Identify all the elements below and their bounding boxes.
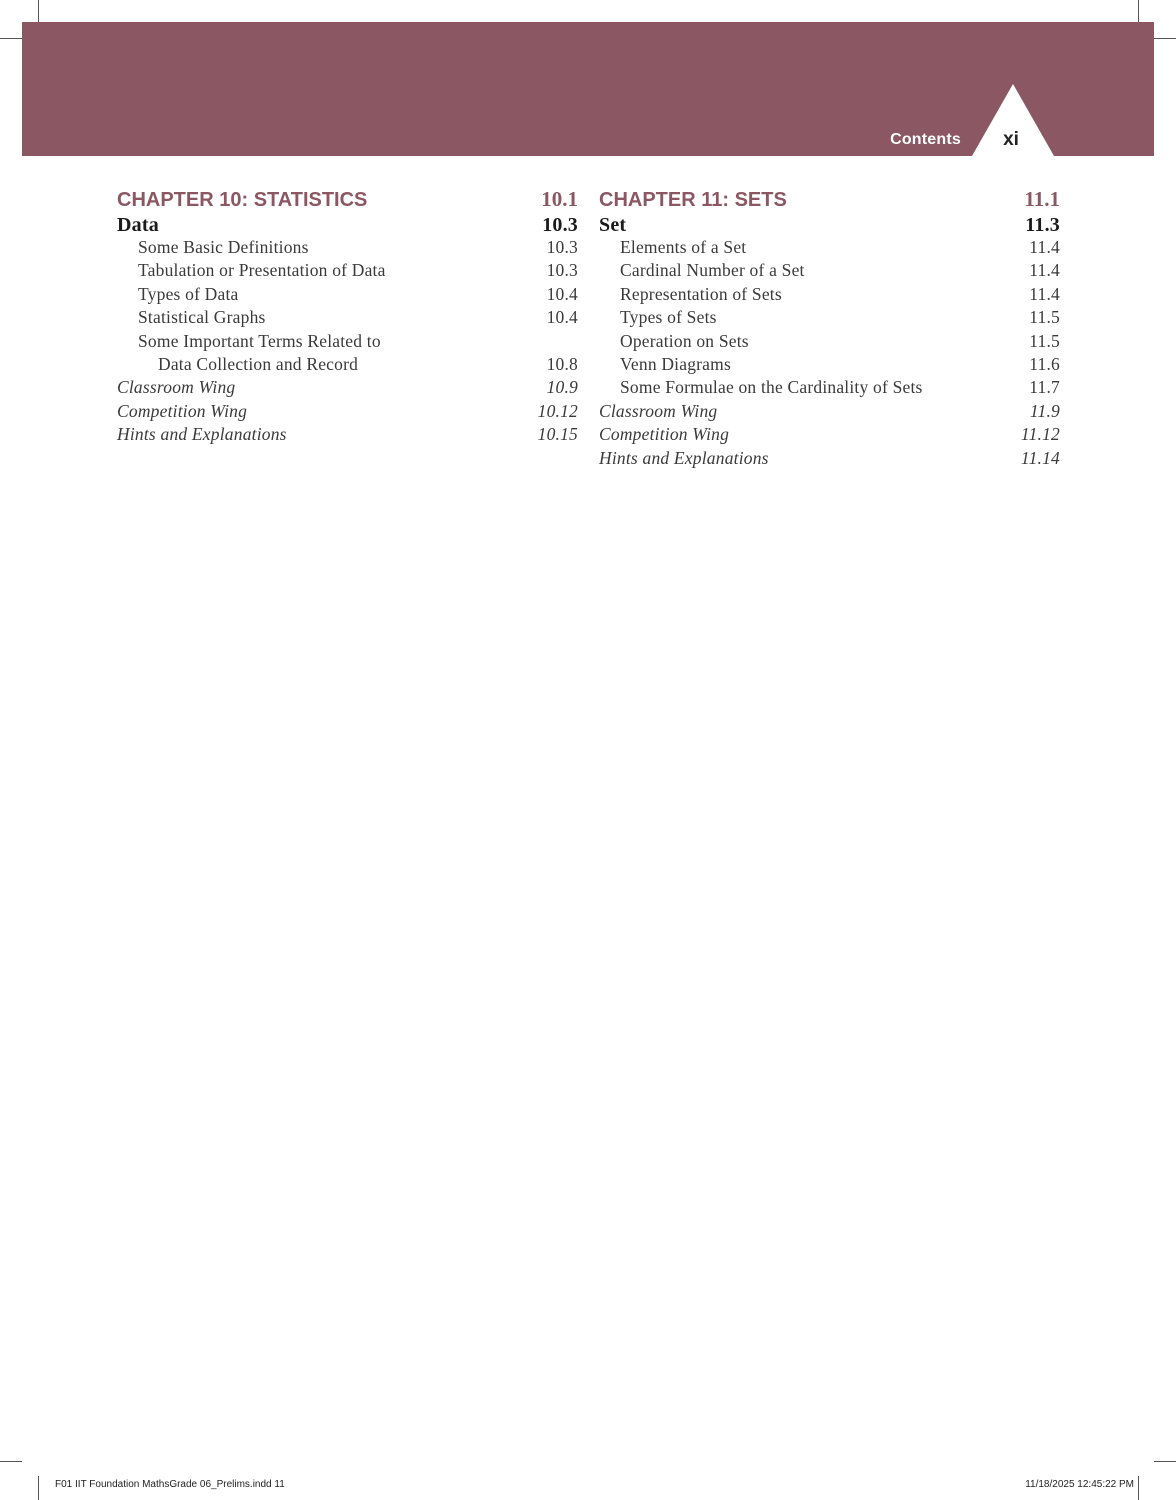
entry-page: 10.8 xyxy=(546,353,578,374)
entry-title: Some Basic Definitions xyxy=(138,237,309,257)
crop-mark xyxy=(38,1476,39,1500)
crop-mark xyxy=(1138,1476,1139,1500)
folio-page-number: xi xyxy=(1003,129,1019,150)
extra-title: Classroom Wing xyxy=(117,377,236,398)
toc-extra[interactable] xyxy=(599,448,1060,471)
toc-entry[interactable] xyxy=(599,377,1060,400)
entry-page: 11.4 xyxy=(1029,260,1060,281)
entry-title: Types of Data xyxy=(138,283,239,304)
toc-extra[interactable] xyxy=(117,424,578,447)
toc-column-right xyxy=(599,187,1060,471)
extra-page: 10.12 xyxy=(537,400,578,421)
section-page: 11.3 xyxy=(1025,214,1060,236)
entry-page: 11.4 xyxy=(1029,283,1060,304)
toc-column-left xyxy=(117,187,578,448)
toc-section[interactable] xyxy=(599,214,1060,237)
toc-extra[interactable] xyxy=(117,377,578,400)
entry-title: Types of Sets xyxy=(620,307,717,328)
toc-extra[interactable] xyxy=(599,424,1060,447)
entry-page: 11.5 xyxy=(1029,307,1060,328)
footer-file-info: F01 IIT Foundation MathsGrade 06_Prelims.indd 11 xyxy=(55,1479,285,1490)
entry-page: 11.5 xyxy=(1029,330,1060,351)
entry-title: Representation of Sets xyxy=(620,283,782,304)
entry-page: 10.4 xyxy=(546,283,578,304)
toc-chapter[interactable] xyxy=(599,187,1060,214)
entry-page: 10.3 xyxy=(546,237,578,257)
extra-title: Hints and Explanations xyxy=(117,424,287,445)
toc-entry[interactable] xyxy=(599,284,1060,307)
section-title: Data xyxy=(117,214,159,236)
entry-page: 11.7 xyxy=(1029,377,1060,398)
toc-section[interactable] xyxy=(117,214,578,237)
entry-title: Cardinal Number of a Set xyxy=(620,260,805,281)
toc-entry[interactable] xyxy=(599,237,1060,260)
running-header-label: Contents xyxy=(890,131,961,148)
toc-chapter[interactable] xyxy=(117,187,578,214)
entry-title: Venn Diagrams xyxy=(620,353,731,374)
toc-entry-continued[interactable] xyxy=(117,354,578,377)
crop-mark xyxy=(1154,38,1176,39)
toc-entry[interactable] xyxy=(117,237,578,260)
chapter-page: 10.1 xyxy=(541,187,578,211)
toc-entry[interactable] xyxy=(599,260,1060,283)
toc-entry[interactable] xyxy=(117,260,578,283)
chapter-page: 11.1 xyxy=(1024,187,1060,211)
section-title: Set xyxy=(599,214,627,236)
entry-page: 10.4 xyxy=(546,307,578,328)
toc-entry[interactable] xyxy=(117,307,578,330)
entry-title: Some Formulae on the Cardinality of Sets xyxy=(620,377,923,398)
chapter-title: CHAPTER 11: SETS xyxy=(599,189,787,211)
footer-timestamp: 11/18/2025 12:45:22 PM xyxy=(1025,1479,1134,1490)
extra-title: Hints and Explanations xyxy=(599,447,769,468)
extra-title: Competition Wing xyxy=(599,424,730,445)
crop-mark xyxy=(1154,1461,1176,1462)
extra-page: 11.9 xyxy=(1029,400,1060,421)
entry-title: Data Collection and Record xyxy=(158,353,359,374)
toc-entry[interactable] xyxy=(599,331,1060,354)
crop-mark xyxy=(38,0,39,22)
entry-title: Some Important Terms Related to xyxy=(138,330,381,351)
chapter-title: CHAPTER 10: STATISTICS xyxy=(117,189,368,211)
toc-entry[interactable] xyxy=(599,307,1060,330)
toc-entry[interactable] xyxy=(117,284,578,307)
toc-extra[interactable] xyxy=(117,401,578,424)
entry-title: Statistical Graphs xyxy=(138,307,266,328)
crop-mark xyxy=(1138,0,1139,22)
entry-page: 10.3 xyxy=(546,260,578,281)
entry-title: Tabulation or Presentation of Data xyxy=(138,260,386,281)
toc-entry[interactable] xyxy=(117,331,578,354)
entry-page: 11.6 xyxy=(1029,353,1060,374)
toc-entry[interactable] xyxy=(599,354,1060,377)
section-page: 10.3 xyxy=(542,214,578,236)
extra-page: 10.9 xyxy=(546,377,578,398)
crop-mark xyxy=(0,38,22,39)
extra-page: 11.14 xyxy=(1020,447,1060,468)
entry-page: 11.4 xyxy=(1029,237,1060,257)
crop-mark xyxy=(0,1461,22,1462)
extra-title: Classroom Wing xyxy=(599,400,718,421)
entry-title: Elements of a Set xyxy=(620,237,747,257)
toc-extra[interactable] xyxy=(599,401,1060,424)
extra-title: Competition Wing xyxy=(117,400,248,421)
extra-page: 11.12 xyxy=(1020,424,1060,445)
extra-page: 10.15 xyxy=(537,424,578,445)
entry-title: Operation on Sets xyxy=(620,330,749,351)
